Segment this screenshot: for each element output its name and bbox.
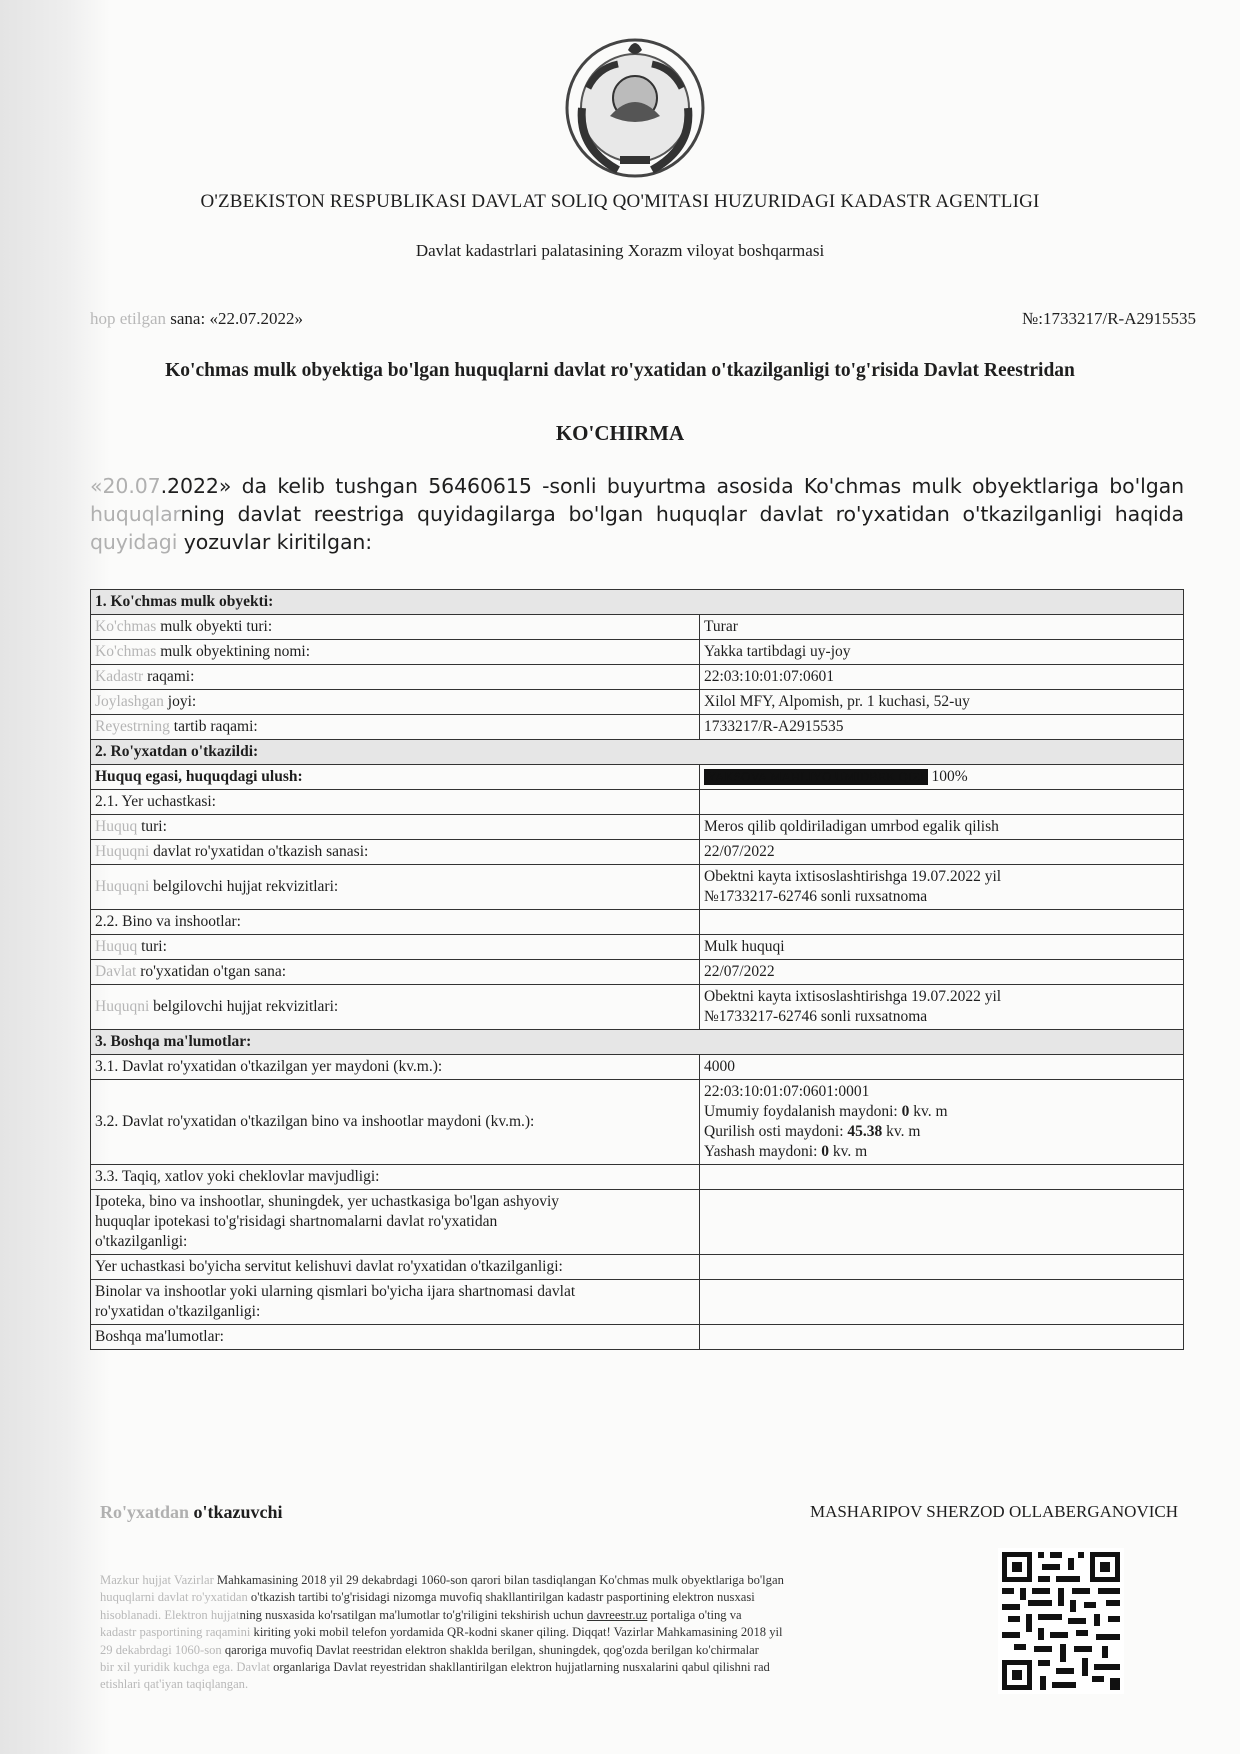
row-label: Reyestrning tartib raqami: [91, 715, 700, 740]
section-title: 1. Ko'chmas mulk obyekti: [91, 590, 1184, 615]
row-value: Obektni kayta ixtisoslashtirishga 19.07.2022 yil №1733217-62746 sonli ruxsatnoma [700, 865, 1184, 910]
row-label: Ipoteka, bino va inshootlar, shuningdek, yer uchastkasiga bo'lgan ashyoviy huquqlar ipotekasi to'g'risidagi shartnomalarni davlat ro'yxatidan o'tkazilganligi: [91, 1190, 700, 1255]
row-value [700, 1255, 1184, 1280]
row-label: Ko'chmas mulk obyektining nomi: [91, 640, 700, 665]
table-row [91, 615, 1184, 640]
table-row [91, 665, 1184, 690]
row-label: Binolar va inshootlar yoki ularning qismlari bo'yicha ijara shartnomasi davlat ro'yxatidan o'tkazilganligi: [91, 1280, 700, 1325]
row-value [700, 790, 1184, 815]
table-row [91, 765, 1184, 790]
table-row [91, 1080, 1184, 1165]
section-title: 3. Boshqa ma'lumotlar: [91, 1030, 1184, 1055]
table-row [91, 1280, 1184, 1325]
table-row [91, 865, 1184, 910]
intro-text-1: .2022» da kelib tushgan 56460615 -sonli buyurtma asosida Ko'chmas mulk obyektlariga bo'lgan [160, 474, 1184, 498]
row-value: 22:03:10:01:07:0601 [700, 665, 1184, 690]
section-title: 2. Ro'yxatdan o'tkazildi: [91, 740, 1184, 765]
registrar-label: Ro'yxatdan o'tkazuvchi [100, 1502, 283, 1522]
row-value: Meros qilib qoldiriladigan umrbod egalik qilish [700, 815, 1184, 840]
row-label: 3.1. Davlat ro'yxatidan o'tkazilgan yer maydoni (kv.m.): [91, 1055, 700, 1080]
branch-name: Davlat kadastrlari palatasining Xorazm viloyat boshqarmasi [415, 241, 825, 260]
table-row [91, 690, 1184, 715]
registrar-name: MASHARIPOV SHERZOD OLLABERGANOVICH [809, 1502, 1178, 1521]
table-row [91, 790, 1184, 815]
legal-footnote: Mazkur hujjat Vazirlar Mahkamasining 2018 yil 29 dekabrdagi 1060-son qarori bilan tasdiqlangan Ko'chmas mulk obyektlariga bo'lgan huquqlarni davlat ro'yxatidan o'tkazish tartibi to'g'risidagi nizomga muvofiq shakllantirilgan kadastr pasportining elektron nusxasi hisoblanadi. Elektron hujjatning nusxasida ko'rsatilgan ma'lumotlar to'g'riligini tekshirish uchun davreestr.uz portaliga o'ting va kadastr pasportining raqamini kiriting yoki mobil telefon yordamida QR-kodni skaner qiling. Diqqat! Vazirlar Mahkamasining 2018 yil 29 dekabrdagi 1060-son qaroriga muvofiq Davlat reestridan elektron shaklda berilgan, shuningdek, qog'ozda berilgan ko'chirmalar bir xil yuridik kuchga ega. Davlat organlariga Davlat reyestridan shakllantirilgan elektron hujjatlarning nusxalarini qabul qilishni rad etishlari qat'iyan taqiqlangan. [100, 1573, 784, 1692]
row-value [700, 1165, 1184, 1190]
row-label: Huquqni davlat ro'yxatidan o'tkazish sanasi: [91, 840, 700, 865]
document-title: Ko'chmas mulk obyektiga bo'lgan huquqlarni davlat ro'yxatidan o'tkazilganligi to'g'risida Davlat Reestridan [165, 360, 1075, 381]
row-value: 22/07/2022 [700, 960, 1184, 985]
intro-text-3: yozuvlar kiritilgan: [177, 530, 373, 554]
row-value [700, 1280, 1184, 1325]
row-label: 2.2. Bino va inshootlar: [91, 910, 700, 935]
row-value [700, 1325, 1184, 1350]
table-row [91, 640, 1184, 665]
state-emblem-icon [558, 28, 712, 182]
row-label: Huquqni belgilovchi hujjat rekvizitlari: [91, 985, 700, 1030]
issue-date-prefix: hop etilgan [90, 309, 167, 328]
row-label: Ko'chmas mulk obyekti turi: [91, 615, 700, 640]
row-label: Kadastr raqami: [91, 665, 700, 690]
row-label: Huquq turi: [91, 935, 700, 960]
row-label: Yer uchastkasi bo'yicha servitut kelishuvi davlat ro'yxatidan o'tkazilganligi: [91, 1255, 700, 1280]
intro-faded-3: quyidagi [90, 530, 178, 554]
intro-text-2: ning davlat reestriga quyidagilarga bo'lgan huquqlar davlat ro'yxatidan o'tkazilganligi haqida [180, 502, 1184, 526]
row-label: 3.2. Davlat ro'yxatidan o'tkazilgan bino va inshootlar maydoni (kv.m.): [91, 1080, 700, 1165]
table-row [91, 840, 1184, 865]
row-label: Huquq turi: [91, 815, 700, 840]
registry-table [90, 589, 1184, 1350]
table-row [91, 815, 1184, 840]
issue-date [90, 309, 303, 329]
row-label: Joylashgan joyi: [91, 690, 700, 715]
row-value: Obektni kayta ixtisoslashtirishga 19.07.2022 yil №1733217-62746 sonli ruxsatnoma [700, 985, 1184, 1030]
row-label: 3.3. Taqiq, xatlov yoki cheklovlar mavjudligi: [91, 1165, 700, 1190]
table-row [91, 1255, 1184, 1280]
row-value [700, 765, 1184, 790]
table-row [91, 985, 1184, 1030]
row-label: 2.1. Yer uchastkasi: [91, 790, 700, 815]
document-subtitle: KO'CHIRMA [555, 421, 685, 445]
portal-link[interactable]: davreestr.uz [586, 1607, 648, 1622]
row-value: 4000 [700, 1055, 1184, 1080]
intro-faded-1: «20.07 [90, 474, 161, 498]
row-value: 1733217/R-A2915535 [700, 715, 1184, 740]
row-label: Huquqni belgilovchi hujjat rekvizitlari: [91, 865, 700, 910]
table-row [91, 935, 1184, 960]
section-row [91, 590, 1184, 615]
table-row [91, 960, 1184, 985]
section-row [91, 1030, 1184, 1055]
row-value: Turar [700, 615, 1184, 640]
row-label: Boshqa ma'lumotlar: [91, 1325, 700, 1350]
table-row [91, 1165, 1184, 1190]
table-row [91, 910, 1184, 935]
table-row [91, 1190, 1184, 1255]
table-row [91, 1325, 1184, 1350]
row-value: Mulk huquqi [700, 935, 1184, 960]
row-value [700, 910, 1184, 935]
owner-share: 100% [931, 768, 968, 785]
agency-name: O'ZBEKISTON RESPUBLIKASI DAVLAT SOLIQ QO'MITASI HUZURIDAGI KADASTR AGENTLIGI [200, 191, 1040, 212]
row-label: Davlat ro'yxatidan o'tgan sana: [91, 960, 700, 985]
row-value: Yakka tartibdagi uy-joy [700, 640, 1184, 665]
section-row [91, 740, 1184, 765]
row-value: Xilol MFY, Alpomish, pr. 1 kuchasi, 52-uy [700, 690, 1184, 715]
row-value: 22/07/2022 [700, 840, 1184, 865]
issue-date-text: sana: «22.07.2022» [166, 309, 303, 328]
table-row [91, 715, 1184, 740]
row-label: Huquq egasi, huquqdagi ulush: [91, 765, 700, 790]
qr-code-icon [998, 1548, 1124, 1694]
intro-paragraph [90, 472, 1184, 556]
redacted-owner: YAKSOVA MAHLIYO UMIDBEK QIZI [704, 769, 928, 785]
row-value: 22:03:10:01:07:0601:0001 Umumiy foydalanish maydoni: 0 kv. m Qurilish osti maydoni: 45.38 kv. m Yashash maydoni: 0 kv. m [700, 1080, 1184, 1165]
table-row [91, 1055, 1184, 1080]
document-number: №:1733217/R-A2915535 [1022, 309, 1196, 328]
intro-faded-2: huquqlar [90, 502, 181, 526]
row-value [700, 1190, 1184, 1255]
